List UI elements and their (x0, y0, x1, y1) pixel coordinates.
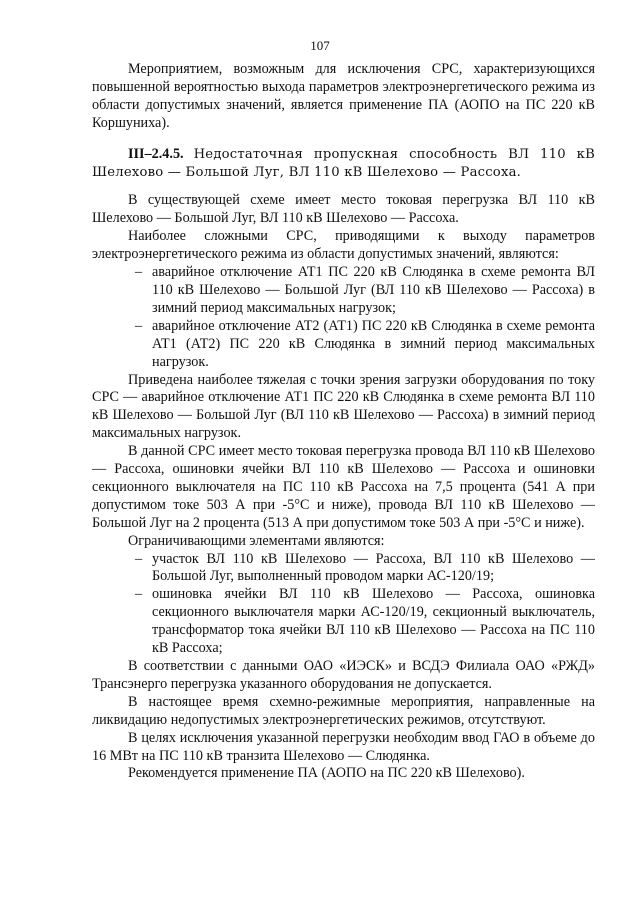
section-number: III–2.4.5. (128, 145, 184, 162)
page-number: 107 (310, 38, 330, 53)
limiting-elements-list (92, 551, 595, 658)
paragraph-limiting-elements: Ограничивающими элементами являются: (128, 532, 385, 549)
intro-paragraph: Мероприятием, возможным для исключения СРС, характеризующихся повышенной вероятностью выхода параметров электроэнергетического режима из области допустимых значений, является применение ПА (АОПО на ПС 220 кВ Коршуниха). (92, 61, 595, 131)
paragraph-measures: В настоящее время схемно-режимные мероприятия, направленные на ликвидацию недопустимых электроэнергетических режимов, отсутствуют. (92, 693, 595, 728)
section-title: Недостаточная пропускная способность ВЛ 110 кВ Шелехово — Большой Луг, ВЛ 110 кВ Шелехово — Рассоха. (92, 146, 595, 180)
paragraph-heaviest-src: Приведена наиболее тяжелая с точки зрения загрузки оборудования по току СРС — аварийное отключение АТ1 ПС 220 кВ Слюдянка в схеме ремонта ВЛ 110 кВ Шелехово — Большой Луг (ВЛ 110 кВ Шелехово — Рассоха) в зимний период максимальных нагрузок. (92, 371, 595, 442)
paragraph-iesk: В соответствии с данными ОАО «ИЭСК» и ВСДЭ Филиала ОАО «РЖД» Трансэнерго перегрузка указанного оборудования не допускается. (92, 658, 595, 692)
list-item: – аварийное отключение АТ2 (АТ1) ПС 220 кВ Слюдянка в схеме ремонта АТ1 (АТ2) ПС 220 кВ Слюдянка в зимний период максимальных нагрузок. (152, 318, 595, 372)
paragraph-overload: В данной СРС имеет место токовая перегрузка провода ВЛ 110 кВ Шелехово — Рассоха, ошиновки ячейки ВЛ 110 кВ Шелехово — Рассоха и ошиновки секционного выключателя на ПС 110 кВ Рассоха на 7,5 процента (541 А при допустимом токе 503 А при -5°С и ниже), провода ВЛ 110 кВ Шелехово — Большой Луг на 2 процента (513 А при допустимом токе 503 А при -5°С и ниже). (92, 443, 595, 531)
page-content (92, 61, 595, 783)
paragraph-complex-src: Наиболее сложными СРС, приводящими к выходу параметров электроэнергетического режима из области допустимых значений, являются: (92, 228, 595, 263)
paragraph-recommendation: Рекомендуется применение ПА (АОПО на ПС 220 кВ Шелехово). (128, 765, 525, 782)
paragraph-gao: В целях исключения указанной перегрузки необходим ввод ГАО в объеме до 16 МВт на ПС 110 кВ транзита Шелехово — Слюдянка. (92, 729, 595, 764)
list-item: – участок ВЛ 110 кВ Шелехово — Рассоха, ВЛ 110 кВ Шелехово — Большой Луг, выполненный проводом марки АС-120/19; (152, 551, 595, 587)
paragraph-existing-scheme: В существующей схеме имеет место токовая перегрузка ВЛ 110 кВ Шелехово — Большой Луг, ВЛ 110 кВ Шелехово — Рассоха. (92, 192, 595, 227)
src-list (92, 264, 595, 371)
list-item: – ошиновка ячейки ВЛ 110 кВ Шелехово — Рассоха, ошиновка секционного выключателя марки АС-120/19, секционный выключатель, трансформатор тока ячейки ВЛ 110 кВ Шелехово — Рассоха на ПС 110 кВ Рассоха; (152, 586, 595, 658)
list-item: – аварийное отключение АТ1 ПС 220 кВ Слюдянка в схеме ремонта ВЛ 110 кВ Шелехово — Большой Луг (ВЛ 110 кВ Шелехово — Рассоха) в зимний период максимальных нагрузок; (152, 264, 595, 318)
section-heading (92, 146, 595, 182)
